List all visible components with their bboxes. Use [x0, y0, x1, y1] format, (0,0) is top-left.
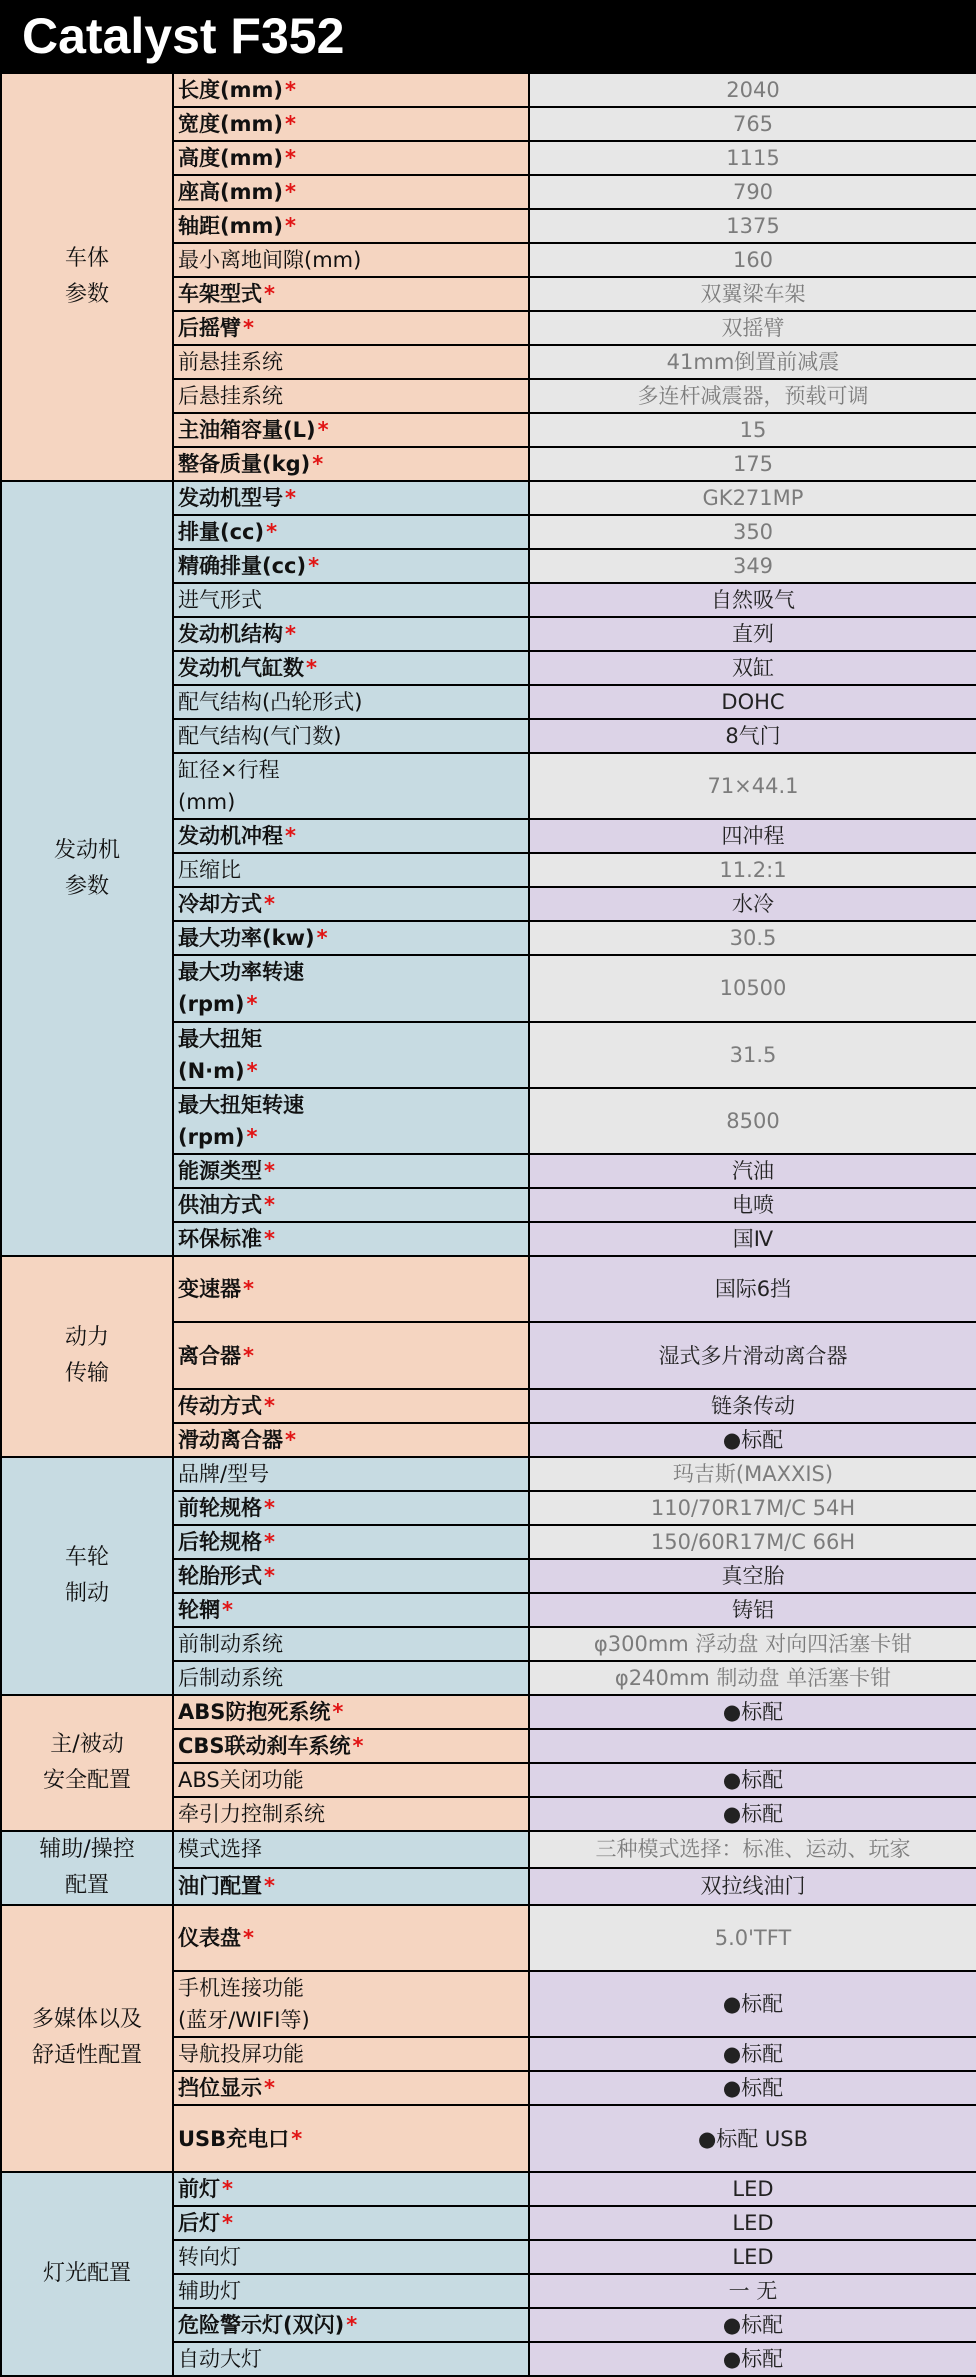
spec-value: 1115	[529, 141, 976, 175]
spec-label: 最大扭矩 (N·m)*	[173, 1022, 529, 1088]
spec-label: 缸径×行程 (mm)	[173, 753, 529, 819]
spec-value: 15	[529, 413, 976, 447]
required-asterisk: *	[316, 926, 328, 951]
required-asterisk: *	[284, 146, 296, 170]
spec-label: 长度(mm)*	[173, 73, 529, 107]
required-asterisk: *	[284, 78, 296, 102]
table-row	[1, 1905, 976, 1971]
spec-label: 发动机气缸数*	[173, 651, 529, 685]
spec-label: 变速器*	[173, 1256, 529, 1322]
spec-value: 国际6挡	[529, 1256, 976, 1322]
spec-label: 前悬挂系统	[173, 345, 529, 379]
spec-value: 765	[529, 107, 976, 141]
spec-label: 仪表盘*	[173, 1905, 529, 1971]
required-asterisk: *	[332, 1699, 344, 1724]
spec-label: 宽度(mm)*	[173, 107, 529, 141]
spec-value: 电喷	[529, 1188, 976, 1222]
spec-value: 湿式多片滑动离合器	[529, 1322, 976, 1388]
required-asterisk: *	[264, 1393, 275, 1418]
spec-value: 5.0'TFT	[529, 1905, 976, 1971]
spec-value: 自然吸气	[529, 583, 976, 617]
spec-value: 汽油	[529, 1154, 976, 1188]
table-row	[1, 1256, 976, 1322]
spec-label: 最大扭矩转速 (rpm)*	[173, 1088, 529, 1154]
spec-label: 危险警示灯(双闪)*	[173, 2308, 529, 2342]
spec-value: 国Ⅳ	[529, 1222, 976, 1256]
spec-value: ●标配	[529, 1797, 976, 1831]
required-asterisk: *	[284, 214, 296, 238]
spec-value: ●标配	[529, 1971, 976, 2037]
required-asterisk: *	[222, 2210, 233, 2235]
spec-value: 2040	[529, 73, 976, 107]
required-asterisk: *	[246, 1125, 258, 1150]
required-asterisk: *	[246, 992, 258, 1017]
required-asterisk: *	[243, 1925, 254, 1950]
spec-value: 双缸	[529, 651, 976, 685]
spec-value: 三种模式选择：标准、运动、玩家	[529, 1831, 976, 1868]
spec-label: 主油箱容量(L)*	[173, 413, 529, 447]
spec-label: 导航投屏功能	[173, 2037, 529, 2071]
spec-label: 后轮规格*	[173, 1525, 529, 1559]
required-asterisk: *	[243, 316, 254, 340]
spec-value: φ300mm 浮动盘 对向四活塞卡钳	[529, 1627, 976, 1661]
spec-value: 真空胎	[529, 1559, 976, 1593]
spec-label: 后制动系统	[173, 1661, 529, 1695]
spec-label: 最大功率转速 (rpm)*	[173, 955, 529, 1021]
spec-value: 11.2:1	[529, 853, 976, 887]
spec-label: 精确排量(cc)*	[173, 549, 529, 583]
required-asterisk: *	[308, 554, 320, 578]
spec-value: 160	[529, 243, 976, 277]
required-asterisk: *	[291, 2126, 303, 2151]
spec-value: 8气门	[529, 719, 976, 753]
required-asterisk: *	[285, 486, 296, 510]
spec-value: φ240mm 制动盘 单活塞卡钳	[529, 1661, 976, 1695]
spec-value: 双翼梁车架	[529, 277, 976, 311]
spec-value: 71×44.1	[529, 753, 976, 819]
section-category: 车体 参数	[1, 73, 173, 481]
spec-value: 多连杆减震器，预载可调	[529, 379, 976, 413]
spec-label: 最小离地间隙(mm)	[173, 243, 529, 277]
table-row	[1, 2172, 976, 2206]
spec-value: 350	[529, 515, 976, 549]
required-asterisk: *	[243, 1277, 254, 1302]
required-asterisk: *	[264, 2076, 275, 2101]
spec-label: 环保标准*	[173, 1222, 529, 1256]
spec-value: 一 无	[529, 2274, 976, 2308]
table-row	[1, 73, 976, 107]
spec-table-body	[1, 73, 976, 2376]
spec-value: 10500	[529, 955, 976, 1021]
spec-label: 供油方式*	[173, 1188, 529, 1222]
required-asterisk: *	[264, 1495, 275, 1520]
required-asterisk: *	[264, 1193, 275, 1218]
spec-label: 传动方式*	[173, 1389, 529, 1423]
spec-label: 配气结构(凸轮形式)	[173, 685, 529, 719]
spec-label: 滑动离合器*	[173, 1423, 529, 1457]
section-category: 主/被动 安全配置	[1, 1695, 173, 1831]
spec-value: ●标配	[529, 1763, 976, 1797]
spec-label: 最大功率(kw)*	[173, 921, 529, 955]
required-asterisk: *	[352, 1733, 364, 1758]
spec-value: 110/70R17M/C 54H	[529, 1491, 976, 1525]
spec-value: 水冷	[529, 887, 976, 921]
section-category: 动力 传输	[1, 1256, 173, 1457]
spec-value: GK271MP	[529, 481, 976, 515]
section-category: 辅助/操控 配置	[1, 1831, 173, 1905]
section-category: 车轮 制动	[1, 1457, 173, 1695]
required-asterisk: *	[264, 1529, 275, 1554]
spec-label: 油门配置*	[173, 1868, 529, 1905]
spec-value: DOHC	[529, 685, 976, 719]
spec-label: 轮辋*	[173, 1593, 529, 1627]
required-asterisk: *	[264, 282, 275, 306]
required-asterisk: *	[317, 418, 329, 442]
required-asterisk: *	[264, 1874, 275, 1899]
spec-value: 30.5	[529, 921, 976, 955]
spec-label: 座高(mm)*	[173, 175, 529, 209]
required-asterisk: *	[312, 452, 324, 476]
spec-value: 31.5	[529, 1022, 976, 1088]
required-asterisk: *	[246, 1058, 258, 1083]
spec-value: LED	[529, 2172, 976, 2206]
table-row	[1, 481, 976, 515]
spec-value: 1375	[529, 209, 976, 243]
spec-value: ●标配 USB	[529, 2105, 976, 2171]
spec-label: 模式选择	[173, 1831, 529, 1868]
spec-label: 手机连接功能 (蓝牙/WIFI等)	[173, 1971, 529, 2037]
required-asterisk: *	[346, 2312, 358, 2337]
spec-value: 8500	[529, 1088, 976, 1154]
required-asterisk: *	[264, 1159, 275, 1184]
spec-value: 玛吉斯(MAXXIS)	[529, 1457, 976, 1491]
spec-value: 790	[529, 175, 976, 209]
spec-value	[529, 1729, 976, 1763]
section-category: 多媒体以及 舒适性配置	[1, 1905, 173, 2172]
required-asterisk: *	[266, 520, 278, 544]
spec-label: 自动大灯	[173, 2342, 529, 2376]
spec-label: 高度(mm)*	[173, 141, 529, 175]
spec-label: 能源类型*	[173, 1154, 529, 1188]
spec-value: ●标配	[529, 2071, 976, 2105]
required-asterisk: *	[222, 2176, 233, 2201]
spec-label: 冷却方式*	[173, 887, 529, 921]
spec-value: 铸铝	[529, 1593, 976, 1627]
spec-label: 配气结构(气门数)	[173, 719, 529, 753]
spec-label: 进气形式	[173, 583, 529, 617]
page-title: Catalyst F352	[0, 0, 976, 72]
spec-label: 车架型式*	[173, 277, 529, 311]
section-category: 发动机 参数	[1, 481, 173, 1256]
spec-label: 排量(cc)*	[173, 515, 529, 549]
spec-value: 双拉线油门	[529, 1868, 976, 1905]
spec-value: 41mm倒置前减震	[529, 345, 976, 379]
spec-label: 轴距(mm)*	[173, 209, 529, 243]
spec-value: ●标配	[529, 1695, 976, 1729]
spec-value: LED	[529, 2206, 976, 2240]
spec-value: 349	[529, 549, 976, 583]
spec-label: 后灯*	[173, 2206, 529, 2240]
spec-label: 辅助灯	[173, 2274, 529, 2308]
table-row	[1, 1457, 976, 1491]
required-asterisk: *	[222, 1597, 233, 1622]
section-category: 灯光配置	[1, 2172, 173, 2376]
required-asterisk: *	[306, 656, 317, 680]
spec-label: ABS关闭功能	[173, 1763, 529, 1797]
required-asterisk: *	[243, 1343, 254, 1368]
spec-label: 挡位显示*	[173, 2071, 529, 2105]
required-asterisk: *	[284, 112, 296, 136]
spec-label: 发动机结构*	[173, 617, 529, 651]
spec-value: 四冲程	[529, 819, 976, 853]
spec-value: 175	[529, 447, 976, 481]
spec-label: 离合器*	[173, 1322, 529, 1388]
spec-label: 发动机型号*	[173, 481, 529, 515]
spec-value: ●标配	[529, 2342, 976, 2376]
required-asterisk: *	[285, 824, 296, 849]
spec-label: ABS防抱死系统*	[173, 1695, 529, 1729]
spec-label: 后悬挂系统	[173, 379, 529, 413]
required-asterisk: *	[284, 180, 296, 204]
required-asterisk: *	[285, 1427, 296, 1452]
required-asterisk: *	[264, 1227, 275, 1252]
spec-label: 整备质量(kg)*	[173, 447, 529, 481]
spec-label: CBS联动刹车系统*	[173, 1729, 529, 1763]
table-row	[1, 1695, 976, 1729]
required-asterisk: *	[285, 622, 296, 646]
spec-label: 牵引力控制系统	[173, 1797, 529, 1831]
spec-value: LED	[529, 2240, 976, 2274]
spec-value: 链条传动	[529, 1389, 976, 1423]
required-asterisk: *	[264, 1563, 275, 1588]
spec-table	[0, 72, 976, 2377]
required-asterisk: *	[264, 892, 275, 917]
spec-value: ●标配	[529, 2308, 976, 2342]
spec-value: 150/60R17M/C 66H	[529, 1525, 976, 1559]
spec-value: 直列	[529, 617, 976, 651]
spec-label: 后摇臂*	[173, 311, 529, 345]
spec-label: 前轮规格*	[173, 1491, 529, 1525]
spec-label: USB充电口*	[173, 2105, 529, 2171]
spec-label: 品牌/型号	[173, 1457, 529, 1491]
spec-value: 双摇臂	[529, 311, 976, 345]
spec-value: ●标配	[529, 1423, 976, 1457]
spec-label: 压缩比	[173, 853, 529, 887]
spec-value: ●标配	[529, 2037, 976, 2071]
table-row	[1, 1831, 976, 1868]
spec-label: 转向灯	[173, 2240, 529, 2274]
spec-label: 前制动系统	[173, 1627, 529, 1661]
spec-label: 轮胎形式*	[173, 1559, 529, 1593]
spec-label: 发动机冲程*	[173, 819, 529, 853]
spec-label: 前灯*	[173, 2172, 529, 2206]
